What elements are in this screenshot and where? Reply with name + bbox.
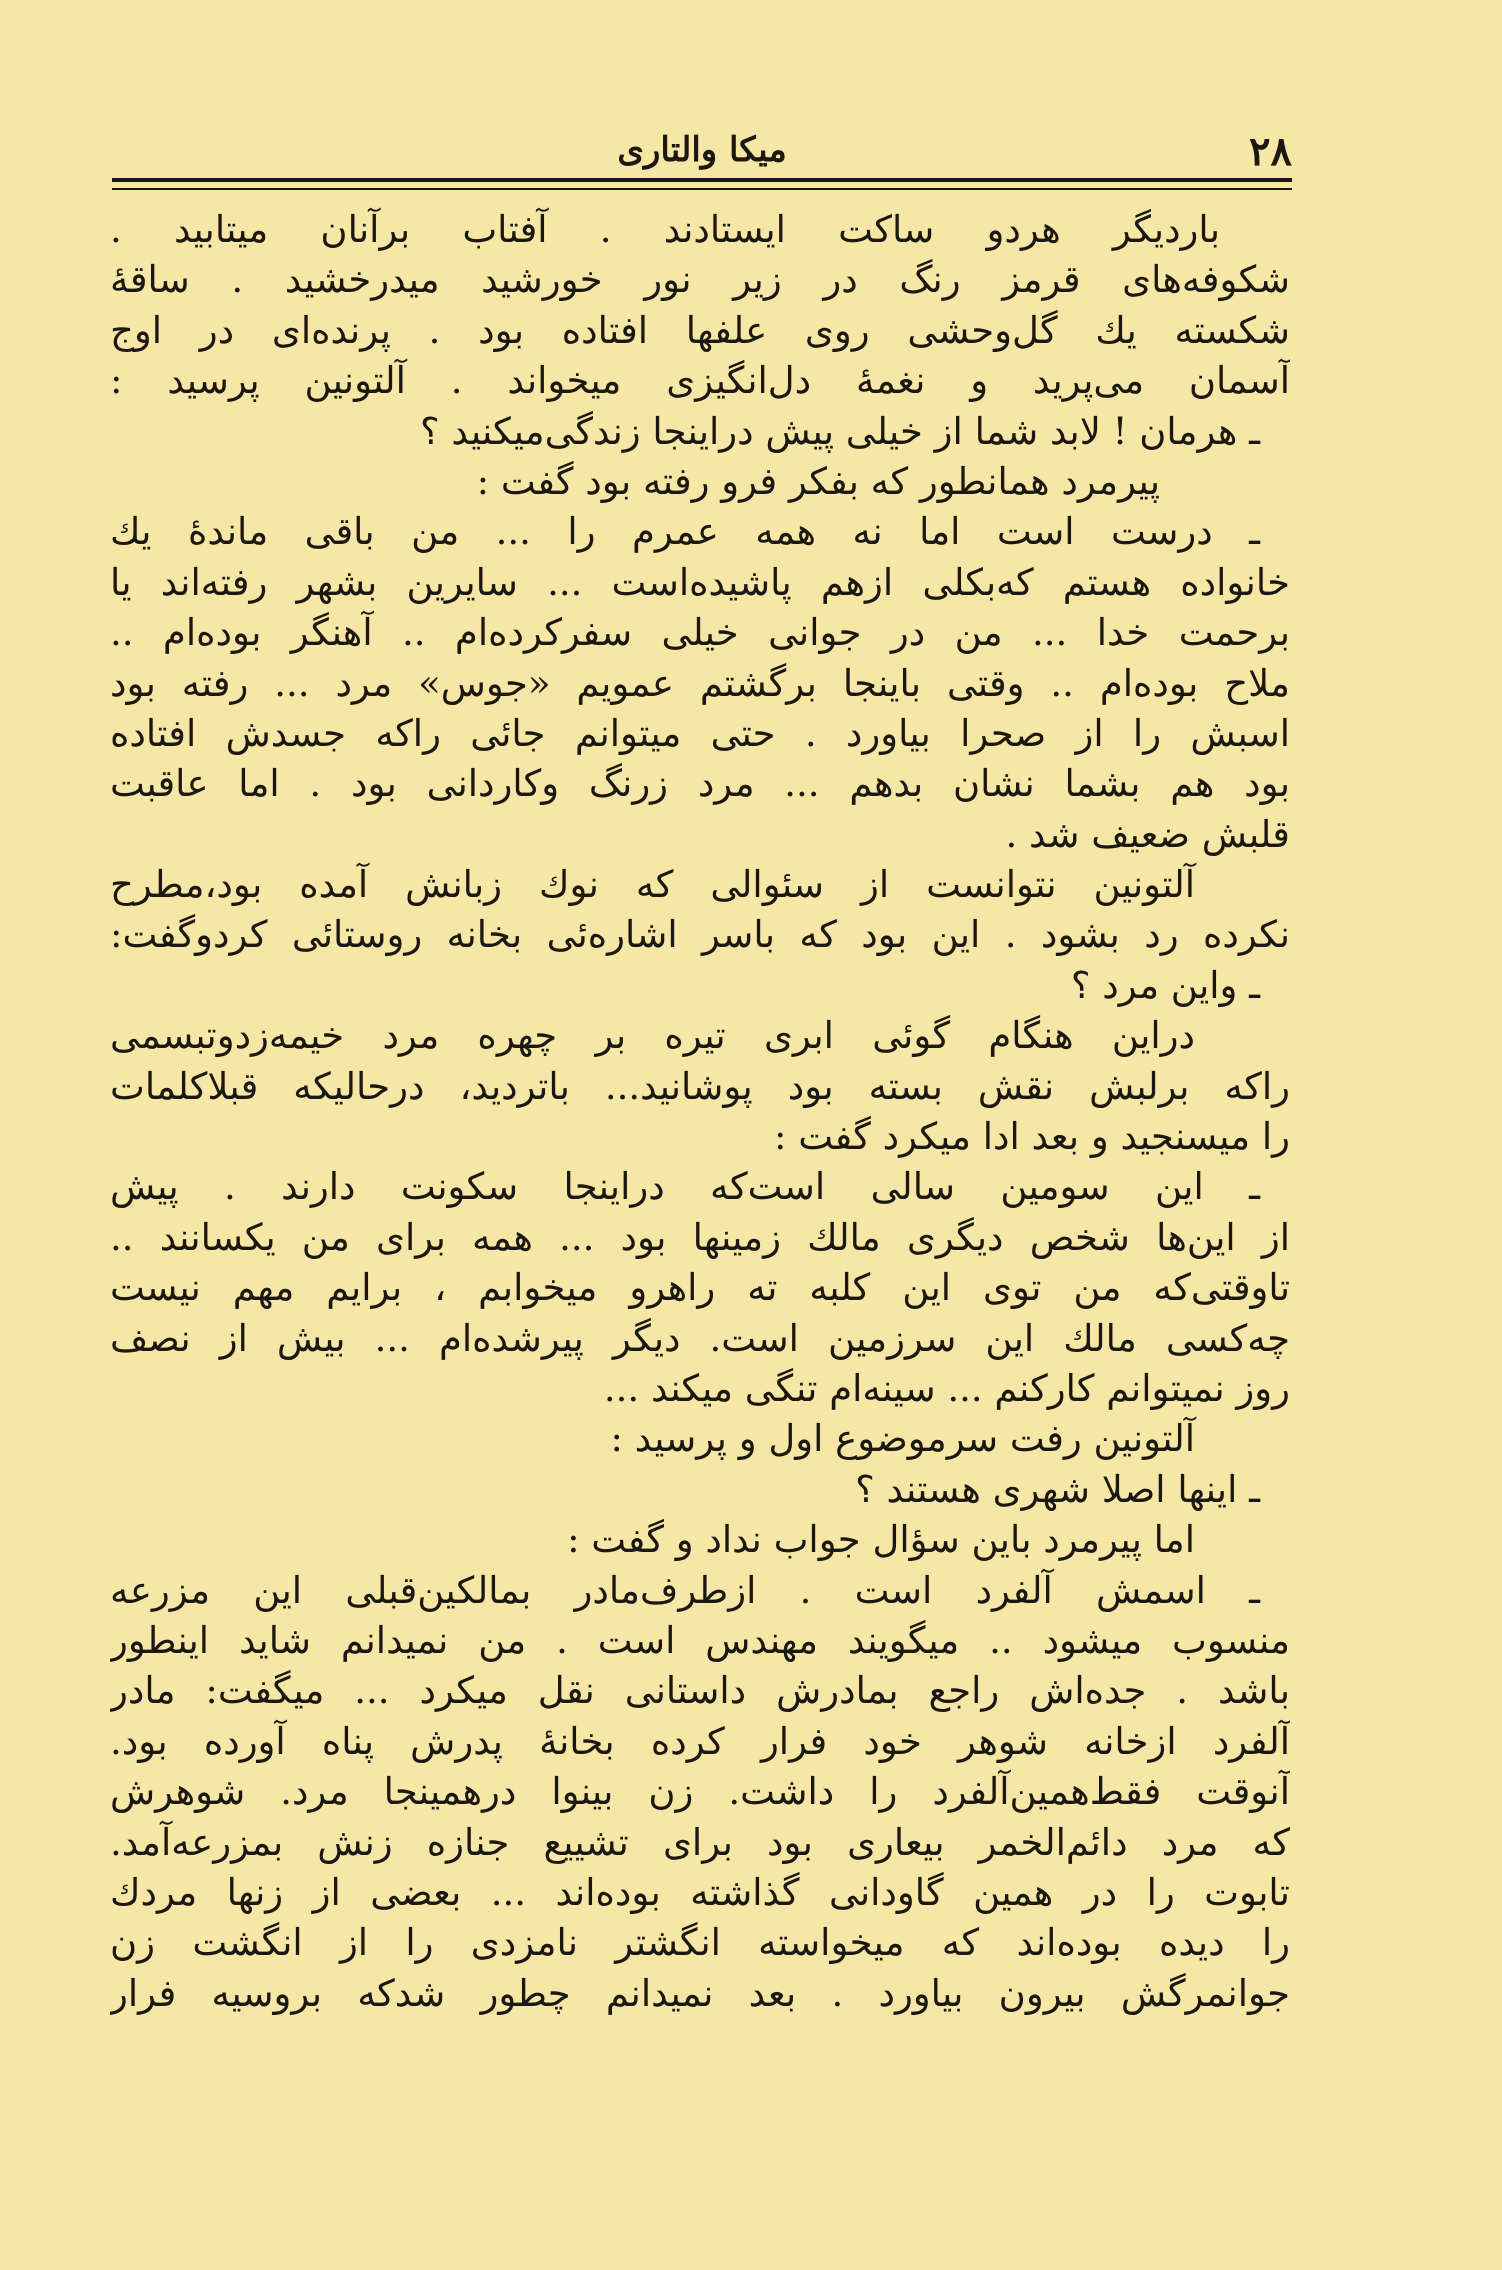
page-number: ۲۸ — [1249, 128, 1292, 175]
text-line: بود هم بشما نشان بدهم ... مرد زرنگ وکاردانی بود . اما عاقبت — [110, 762, 1290, 806]
text-line: پیرمرد همانطور که بفکر فرو رفته بود گفت : — [476, 459, 1160, 503]
text-line: که مرد دائم‌الخمر بیعاری بود برای تشییع جنازه زنش بمزرعه‌آمد. — [110, 1820, 1290, 1864]
text-line: شکسته یك گل‌وحشی روی علفها افتاده بود . پرنده‌ای در اوج — [110, 308, 1290, 352]
header-rule-thick — [112, 178, 1292, 182]
text-line: اسبش را از صحرا بیاورد . حتی میتوانم جائی راکه جسدش افتاده — [110, 711, 1290, 755]
text-line: ـ اسمش آلفرد است . ازطرف‌مادر بمالکین‌قبلی این مزرعه — [110, 1568, 1260, 1612]
text-line: دراین هنگام گوئی ابری تیره بر چهره مرد خیمه‌زدوتبسمی — [110, 1014, 1195, 1058]
text-line: جوانمرگش بیرون بیاورد . بعد نمیدانم چطور شدکه بروسیه فرار — [110, 1971, 1290, 2015]
text-line: را میسنجید و بعد ادا میکرد گفت : — [773, 1115, 1290, 1159]
text-line: راکه برلبش نقش بسته بود پوشانید... باتردید، درحالیکه قبلاکلمات — [110, 1064, 1290, 1108]
text-line: چه‌کسی مالك این سرزمین است. دیگر پیرشده‌ام ... بیش از نصف — [110, 1316, 1290, 1360]
text-line: منسوب میشود .. میگویند مهندس است . من نمیدانم شاید اینطور — [110, 1618, 1290, 1662]
text-line: باردیگر هردو ساکت ایستادند . آفتاب برآنان میتابید . — [110, 208, 1220, 251]
header-rule-thin — [112, 188, 1292, 190]
text-line: شکوفه‌های قرمز رنگ در زیر نور خورشید میدرخشید . ساقهٔ — [110, 258, 1290, 302]
text-line: آنوقت فقط‌همین‌آلفرد را داشت. زن بینوا درهمینجا مرد. شوهرش — [110, 1770, 1290, 1814]
text-line: برحمت خدا ... من در جوانی خیلی سفرکرده‌ام .. آهنگر بوده‌ام .. — [110, 611, 1290, 655]
text-line: آسمان می‌پرید و نغمهٔ دل‌انگیزی میخواند . آلتونین پرسید : — [110, 359, 1290, 403]
text-line: ـ درست است اما نه همه عمرم را ... من باقی ماندهٔ یك — [110, 510, 1260, 554]
text-line: باشد . جده‌اش راجع بمادرش داستانی نقل میکرد ... میگفت: مادر — [110, 1669, 1290, 1713]
text-line: آلتونین نتوانست از سئوالی که نوك زبانش آمده بود،مطرح — [110, 863, 1195, 907]
text-line: روز نمیتوانم کارکنم ... سینه‌ام تنگی میکند ... — [603, 1366, 1290, 1410]
text-line: ـ اینها اصلا شهری هستند ؟ — [855, 1467, 1260, 1511]
body-text — [110, 205, 1290, 2019]
text-line: تابوت را در همین گاودانی گذاشته بوده‌اند ... بعضی از زنها مردك — [110, 1870, 1290, 1914]
text-line: ـ هرمان ! لابد شما از خیلی پیش دراینجا زندگی‌میکنید ؟ — [420, 409, 1260, 453]
running-title: میکا والتاری — [617, 130, 787, 170]
text-line: را دیده بوده‌اند که میخواسته انگشتر نامزدی را از انگشت زن — [110, 1921, 1290, 1965]
text-line: ملاح بوده‌ام .. وقتی باینجا برگشتم عمویم «جوس» مرد ... رفته بود — [110, 661, 1290, 705]
text-line: اما پیرمرد باین سؤال جواب نداد و گفت : — [567, 1518, 1195, 1562]
text-line: ـ این سومین سالی است‌که دراینجا سکونت دارند . پیش — [110, 1165, 1260, 1209]
text-line: خانواده هستم که‌بکلی ازهم پاشیده‌است ... سایرین بشهر رفته‌اند یا — [110, 560, 1290, 604]
text-line: از این‌ها شخص دیگری مالك زمینها بود ... همه برای من یکسانند .. — [110, 1215, 1290, 1259]
text-line: نکرده رد بشود . این بود که باسر اشاره‌ئی بخانه روستائی کردوگفت: — [110, 913, 1290, 957]
text-line: آلفرد ازخانه شوهر خود فرار کرده بخانهٔ پدرش پناه آورده بود. — [110, 1719, 1290, 1763]
text-line: تاوقتی‌که من توی این کلبه ته راهرو میخوابم ، برایم مهم نیست — [110, 1266, 1290, 1310]
text-line: ـ واین مرد ؟ — [1070, 963, 1260, 1007]
text-line: قلبش ضعیف شد . — [1005, 812, 1290, 856]
text-line: آلتونین رفت سرموضوع اول و پرسید : — [610, 1417, 1195, 1461]
